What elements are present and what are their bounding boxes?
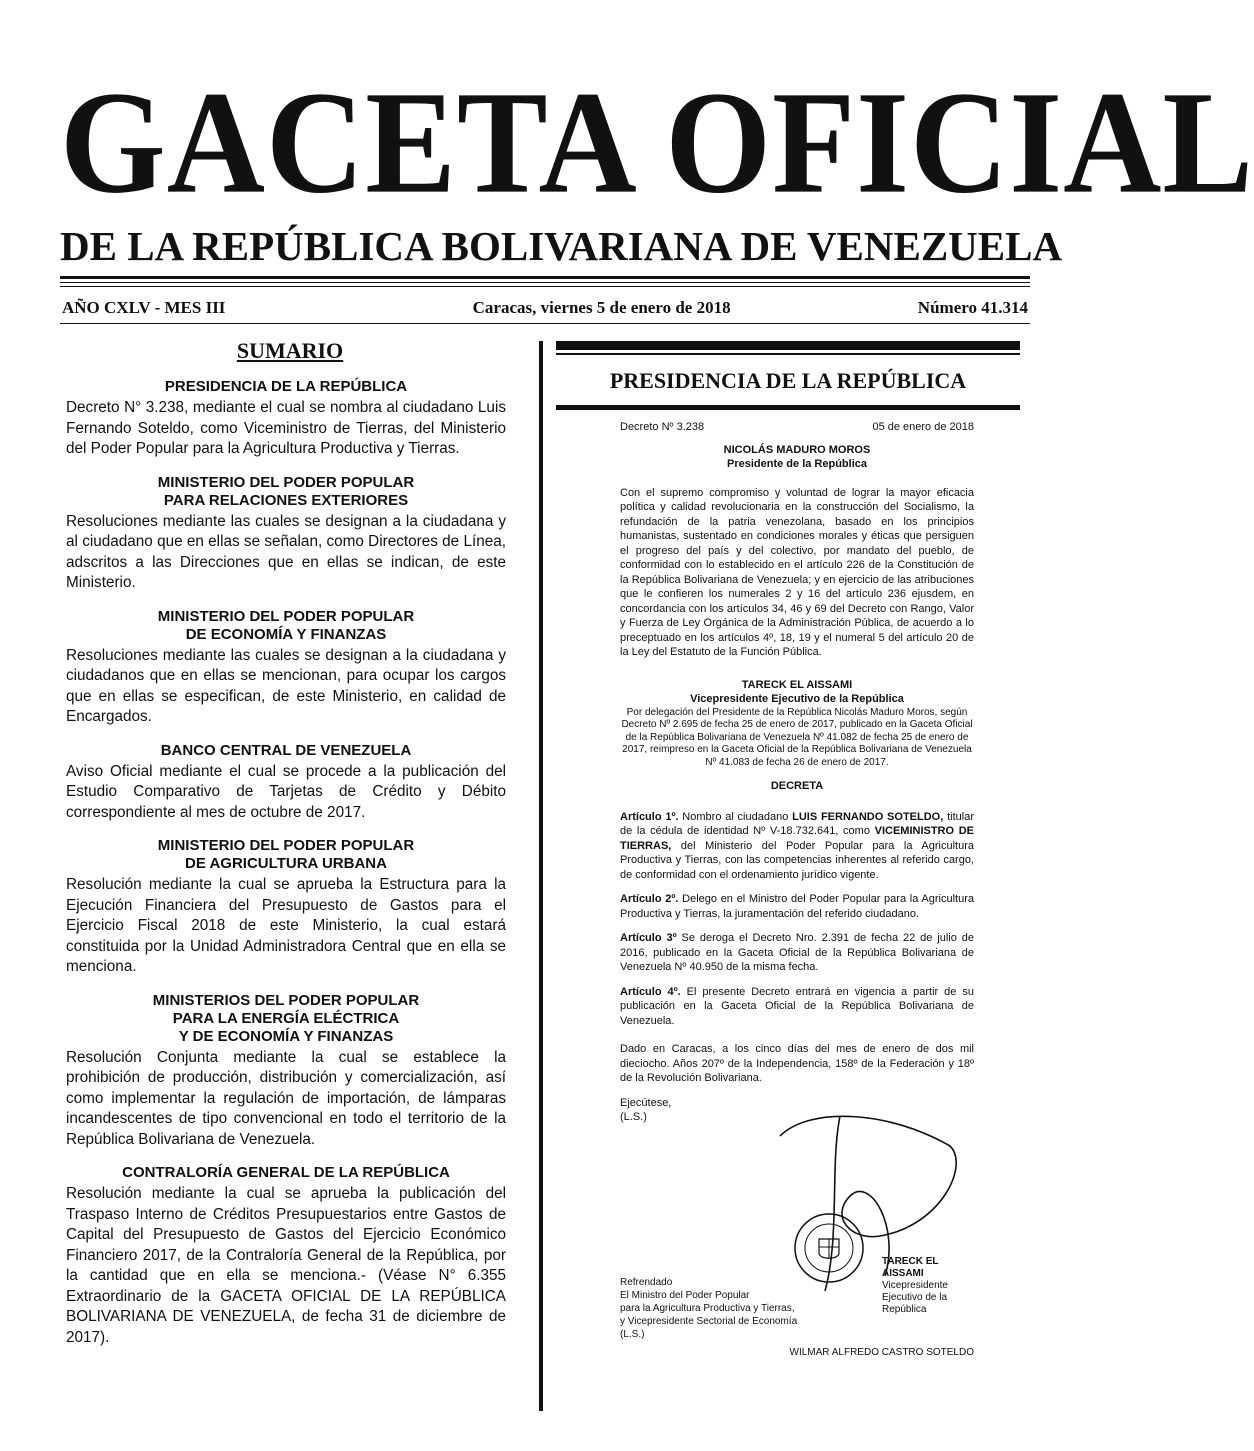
sumario-section-body bbox=[66, 762, 506, 824]
signatory-title: Vicepresidente Ejecutivo de la República bbox=[882, 1279, 948, 1315]
sumario-column bbox=[66, 338, 506, 1362]
refrendado-name: WILMAR ALFREDO CASTRO SOTELDO bbox=[789, 1346, 974, 1358]
signatory-name: TARECK EL AISSAMI bbox=[882, 1255, 939, 1279]
sumario-section-title bbox=[66, 742, 506, 760]
issue-info-rule bbox=[60, 323, 1030, 324]
section-body-text: Resoluciones mediante las cuales se designan a la ciudadana y ciudadanos que en ellas se mencionan, para ocupar los cargos que en ellas se especifican, de este Ministerio, en calidad de Encargados. bbox=[66, 646, 506, 725]
issue-date: Caracas, viernes 5 de enero de 2018 bbox=[472, 298, 731, 317]
masthead-rule-thin-2 bbox=[60, 286, 1030, 287]
section-band-top bbox=[556, 341, 1020, 350]
sumario-section-body bbox=[66, 1184, 506, 1348]
article-2 bbox=[620, 892, 974, 921]
section-title-line: MINISTERIO DEL PODER POPULAR bbox=[157, 837, 415, 854]
issue-year-month: AÑO CXLV - MES III bbox=[62, 298, 226, 317]
section-title-line: MINISTERIOS DEL PODER POPULAR bbox=[152, 991, 420, 1009]
ls-mark: (L.S.) bbox=[620, 1111, 647, 1123]
refrendado-line: El Ministro del Poder Popular bbox=[620, 1289, 750, 1301]
refrendado-line: para la Agricultura Productiva y Tierras, bbox=[620, 1302, 795, 1314]
section-title-line: DE ECONOMÍA Y FINANZAS bbox=[185, 625, 387, 643]
refrendado-label: Refrendado bbox=[620, 1276, 673, 1288]
appointee-name: LUIS FERNANDO SOTELDO, bbox=[792, 810, 944, 823]
issue-number: Número 41.314 bbox=[917, 298, 1028, 317]
president-title: Presidente de la República bbox=[727, 458, 867, 470]
sumario-section-title bbox=[66, 608, 506, 644]
sumario-section-body bbox=[66, 1048, 506, 1151]
section-title-line: Y DE ECONOMÍA Y FINANZAS bbox=[178, 1027, 394, 1045]
official-seal-icon bbox=[792, 1211, 866, 1285]
article-1 bbox=[620, 810, 974, 883]
section-body-text: Resolución mediante la cual se aprueba la Estructura para la Ejecución Financiera del Presupuesto de Gastos para el Ejercicio Fiscal 2018 de este Ministerio, la cual estará constituida por la Unidad Administradora Central que en ella se menciona. bbox=[66, 876, 506, 975]
decree-number: Decreto Nº 3.238 bbox=[620, 421, 705, 433]
section-title-line: DE AGRICULTURA URBANA bbox=[185, 855, 387, 872]
sumario-section-body bbox=[66, 646, 506, 728]
sumario-section-body bbox=[66, 398, 506, 460]
section-body-text: Decreto N° 3.238, mediante el cual se nombra al ciudadano Luis Fernando Soteldo, como Viceministro de Tierras, del Ministerio del Poder Popular para la Agricultura Productiva y Tierras. bbox=[66, 399, 506, 457]
ls-mark: (L.S.) bbox=[620, 1328, 645, 1340]
article-text: Nombro al ciudadano bbox=[678, 810, 793, 823]
section-band-bottom bbox=[556, 405, 1020, 410]
column-divider bbox=[539, 341, 543, 1411]
section-title-line: MINISTERIO DEL PODER POPULAR bbox=[157, 607, 415, 625]
gazette-masthead-title: GACETA OFICIAL bbox=[60, 62, 1254, 224]
decree-closing: Dado en Caracas, a los cinco días del mes de enero de dos mil dieciocho. Años 207º de la Independencia, 158º de la Federación y 18º de la Revolución Bolivariana. bbox=[620, 1043, 974, 1084]
article-4 bbox=[620, 985, 974, 1029]
sumario-section bbox=[66, 378, 506, 460]
president-block bbox=[620, 443, 974, 472]
ejecutese-text: Ejecútese, bbox=[620, 1096, 672, 1109]
sumario-section-title bbox=[66, 837, 506, 873]
delegation-note: Por delegación del Presidente de la República Nicolás Maduro Moros, según Decreto Nº 2.695 de fecha 25 de enero de 2017, publicado en la Gaceta Oficial de la República Bolivariana de Venezuela Nº 41.082 de fecha 25 de enero de 2017, reimpreso en la Gaceta Oficial de la República Bolivariana de Venezuela Nº 41.083 de fecha 26 de enero de 2017. bbox=[621, 706, 973, 768]
section-body-text: Resoluciones mediante las cuales se designan a la ciudadana y al ciudadano que en ellas se señalan, como Directores de Línea, adscritos a las Direcciones que en ellas se indican, de este Ministerio. bbox=[66, 512, 506, 591]
article-text: El presente Decreto entrará en vigencia a partir de su publicación en la Gaceta Oficial de la República Bolivariana de Venezuela. bbox=[620, 985, 974, 1027]
decree-preamble: Con el supremo compromiso y voluntad de lograr la mayor eficacia política y calidad revolucionaria en la construcción del Socialismo, la refundación de la patria venezolana, basado en los principios humanistas, sustentado en condiciones morales y éticas que persiguen el progreso del país y del colectivo, por mandato del pueblo, de conformidad con lo establecido en el artículo 226 de la Constitución de la República Bolivariana de Venezuela; y en ejercicio de las atribuciones que le confieren los numerales 2 y 16 del artículo 236 ejusdem, en concordancia con los artículos 34, 46 y 69 del Decreto con Rango, Valor y Fuerza de Ley Orgánica de la Administración Pública, de acuerdo a lo preceptuado en los artículos 4º, 18, 19 y el numeral 5 del artículo 20 de la Ley del Estatuto de la Función Pública. bbox=[620, 486, 974, 658]
article-text: Delego en el Ministro del Poder Popular para la Agricultura Productiva y Tierras, la juramentación del referido ciudadano. bbox=[620, 893, 974, 920]
sumario-section bbox=[66, 1164, 506, 1348]
sumario-section bbox=[66, 992, 506, 1151]
gazette-masthead-subtitle: DE LA REPÚBLICA BOLIVARIANA DE VENEZUELA bbox=[60, 223, 1063, 269]
section-title-line: PRESIDENCIA DE LA REPÚBLICA bbox=[164, 378, 408, 395]
refrendado-block bbox=[620, 1276, 797, 1341]
decree-section-title: PRESIDENCIA DE LA REPÚBLICA bbox=[609, 368, 967, 393]
issue-info-line bbox=[62, 298, 1028, 322]
decree-column bbox=[556, 341, 1020, 1358]
sumario-section bbox=[66, 608, 506, 728]
section-title-line: PARA RELACIONES EXTERIORES bbox=[163, 491, 409, 509]
article-3 bbox=[620, 931, 974, 975]
refrendado-line: y Vicepresidente Sectorial de Economía bbox=[620, 1315, 798, 1327]
article-1-label: Artículo 1º. bbox=[620, 810, 679, 823]
masthead-rule-thin bbox=[60, 282, 1030, 283]
decree-header-line bbox=[620, 420, 974, 435]
sumario-section bbox=[66, 474, 506, 594]
masthead-rule-thick bbox=[60, 276, 1030, 279]
article-3-label: Artículo 3º bbox=[620, 932, 677, 944]
section-body-text: Resolución Conjunta mediante la cual se establece la prohibición de producción, distribución y comercialización, así como implementar la regulación de importación, de lámparas incandescentes de tipo convencional en todo el territorio de la República Bolivariana de Venezuela. bbox=[66, 1048, 506, 1148]
article-text: titular de la cédula de identidad Nº V-18.732.641, como bbox=[620, 810, 974, 837]
president-name: NICOLÁS MADURO MOROS bbox=[723, 443, 871, 456]
signatory-block bbox=[882, 1256, 974, 1316]
section-body-text: Resolución mediante la cual se aprueba la publicación del Traspaso Interno de Créditos Presupuestarios entre Gastos de Capital del Presupuesto de Gastos del Ejercicio Económico Financiero 2017, de la Contraloría General de la República, por la cantidad que en ella se menciona.- (Véase N° 6.355 Extraordinario de la GACETA OFICIAL DE LA REPÚBLICA BOLIVARIANA DE VENEZUELA, de fecha 31 de diciembre de 2017). bbox=[66, 1185, 506, 1346]
article-text: Se deroga el Decreto Nro. 2.391 de fecha 22 de julio de 2016, publicado en la Gaceta Oficial de la República Bolivariana de Venezuela Nº 40.950 de la misma fecha. bbox=[620, 932, 975, 973]
sumario-section-body bbox=[66, 875, 506, 978]
appointee-post: VICEMINISTRO DE TIERRAS, bbox=[620, 825, 974, 852]
sumario-section-title bbox=[66, 1164, 506, 1182]
sumario-section-title bbox=[66, 992, 506, 1046]
article-4-label: Artículo 4º. bbox=[620, 985, 681, 998]
vp-title: Vicepresidente Ejecutivo de la República bbox=[690, 693, 904, 705]
decree-text bbox=[556, 420, 1020, 1358]
vp-block bbox=[620, 678, 974, 707]
signature-zone bbox=[620, 1096, 974, 1358]
sumario-section-body bbox=[66, 512, 506, 594]
decreta-heading: DECRETA bbox=[770, 780, 824, 792]
sumario-section bbox=[66, 742, 506, 824]
decree-date: 05 de enero de 2018 bbox=[872, 421, 974, 433]
sumario-section bbox=[66, 837, 506, 978]
section-body-text: Aviso Oficial mediante el cual se procede a la publicación del Estudio Comparativo de Tarjetas de Crédito y Débito correspondiente al mes de octubre de 2017. bbox=[66, 762, 506, 821]
sumario-section-title bbox=[66, 474, 506, 510]
section-title-line: MINISTERIO DEL PODER POPULAR bbox=[157, 473, 415, 491]
article-2-label: Artículo 2º. bbox=[620, 893, 679, 905]
sumario-title: SUMARIO bbox=[236, 338, 344, 363]
section-title-line: BANCO CENTRAL DE VENEZUELA bbox=[160, 741, 412, 759]
sumario-section-title bbox=[66, 378, 506, 396]
article-text: del Ministerio del Poder Popular para la Agricultura Productiva y Tierras, con las competencias inherentes al referido cargo, de conformidad con el ordenamiento jurídico vigente. bbox=[620, 839, 974, 881]
vp-name: TARECK EL AISSAMI bbox=[741, 678, 853, 691]
section-title-line: CONTRALORÍA GENERAL DE LA REPÚBLICA bbox=[122, 1164, 450, 1181]
section-title-line: PARA LA ENERGÍA ELÉCTRICA bbox=[172, 1009, 400, 1027]
section-band-thin bbox=[556, 353, 1020, 355]
